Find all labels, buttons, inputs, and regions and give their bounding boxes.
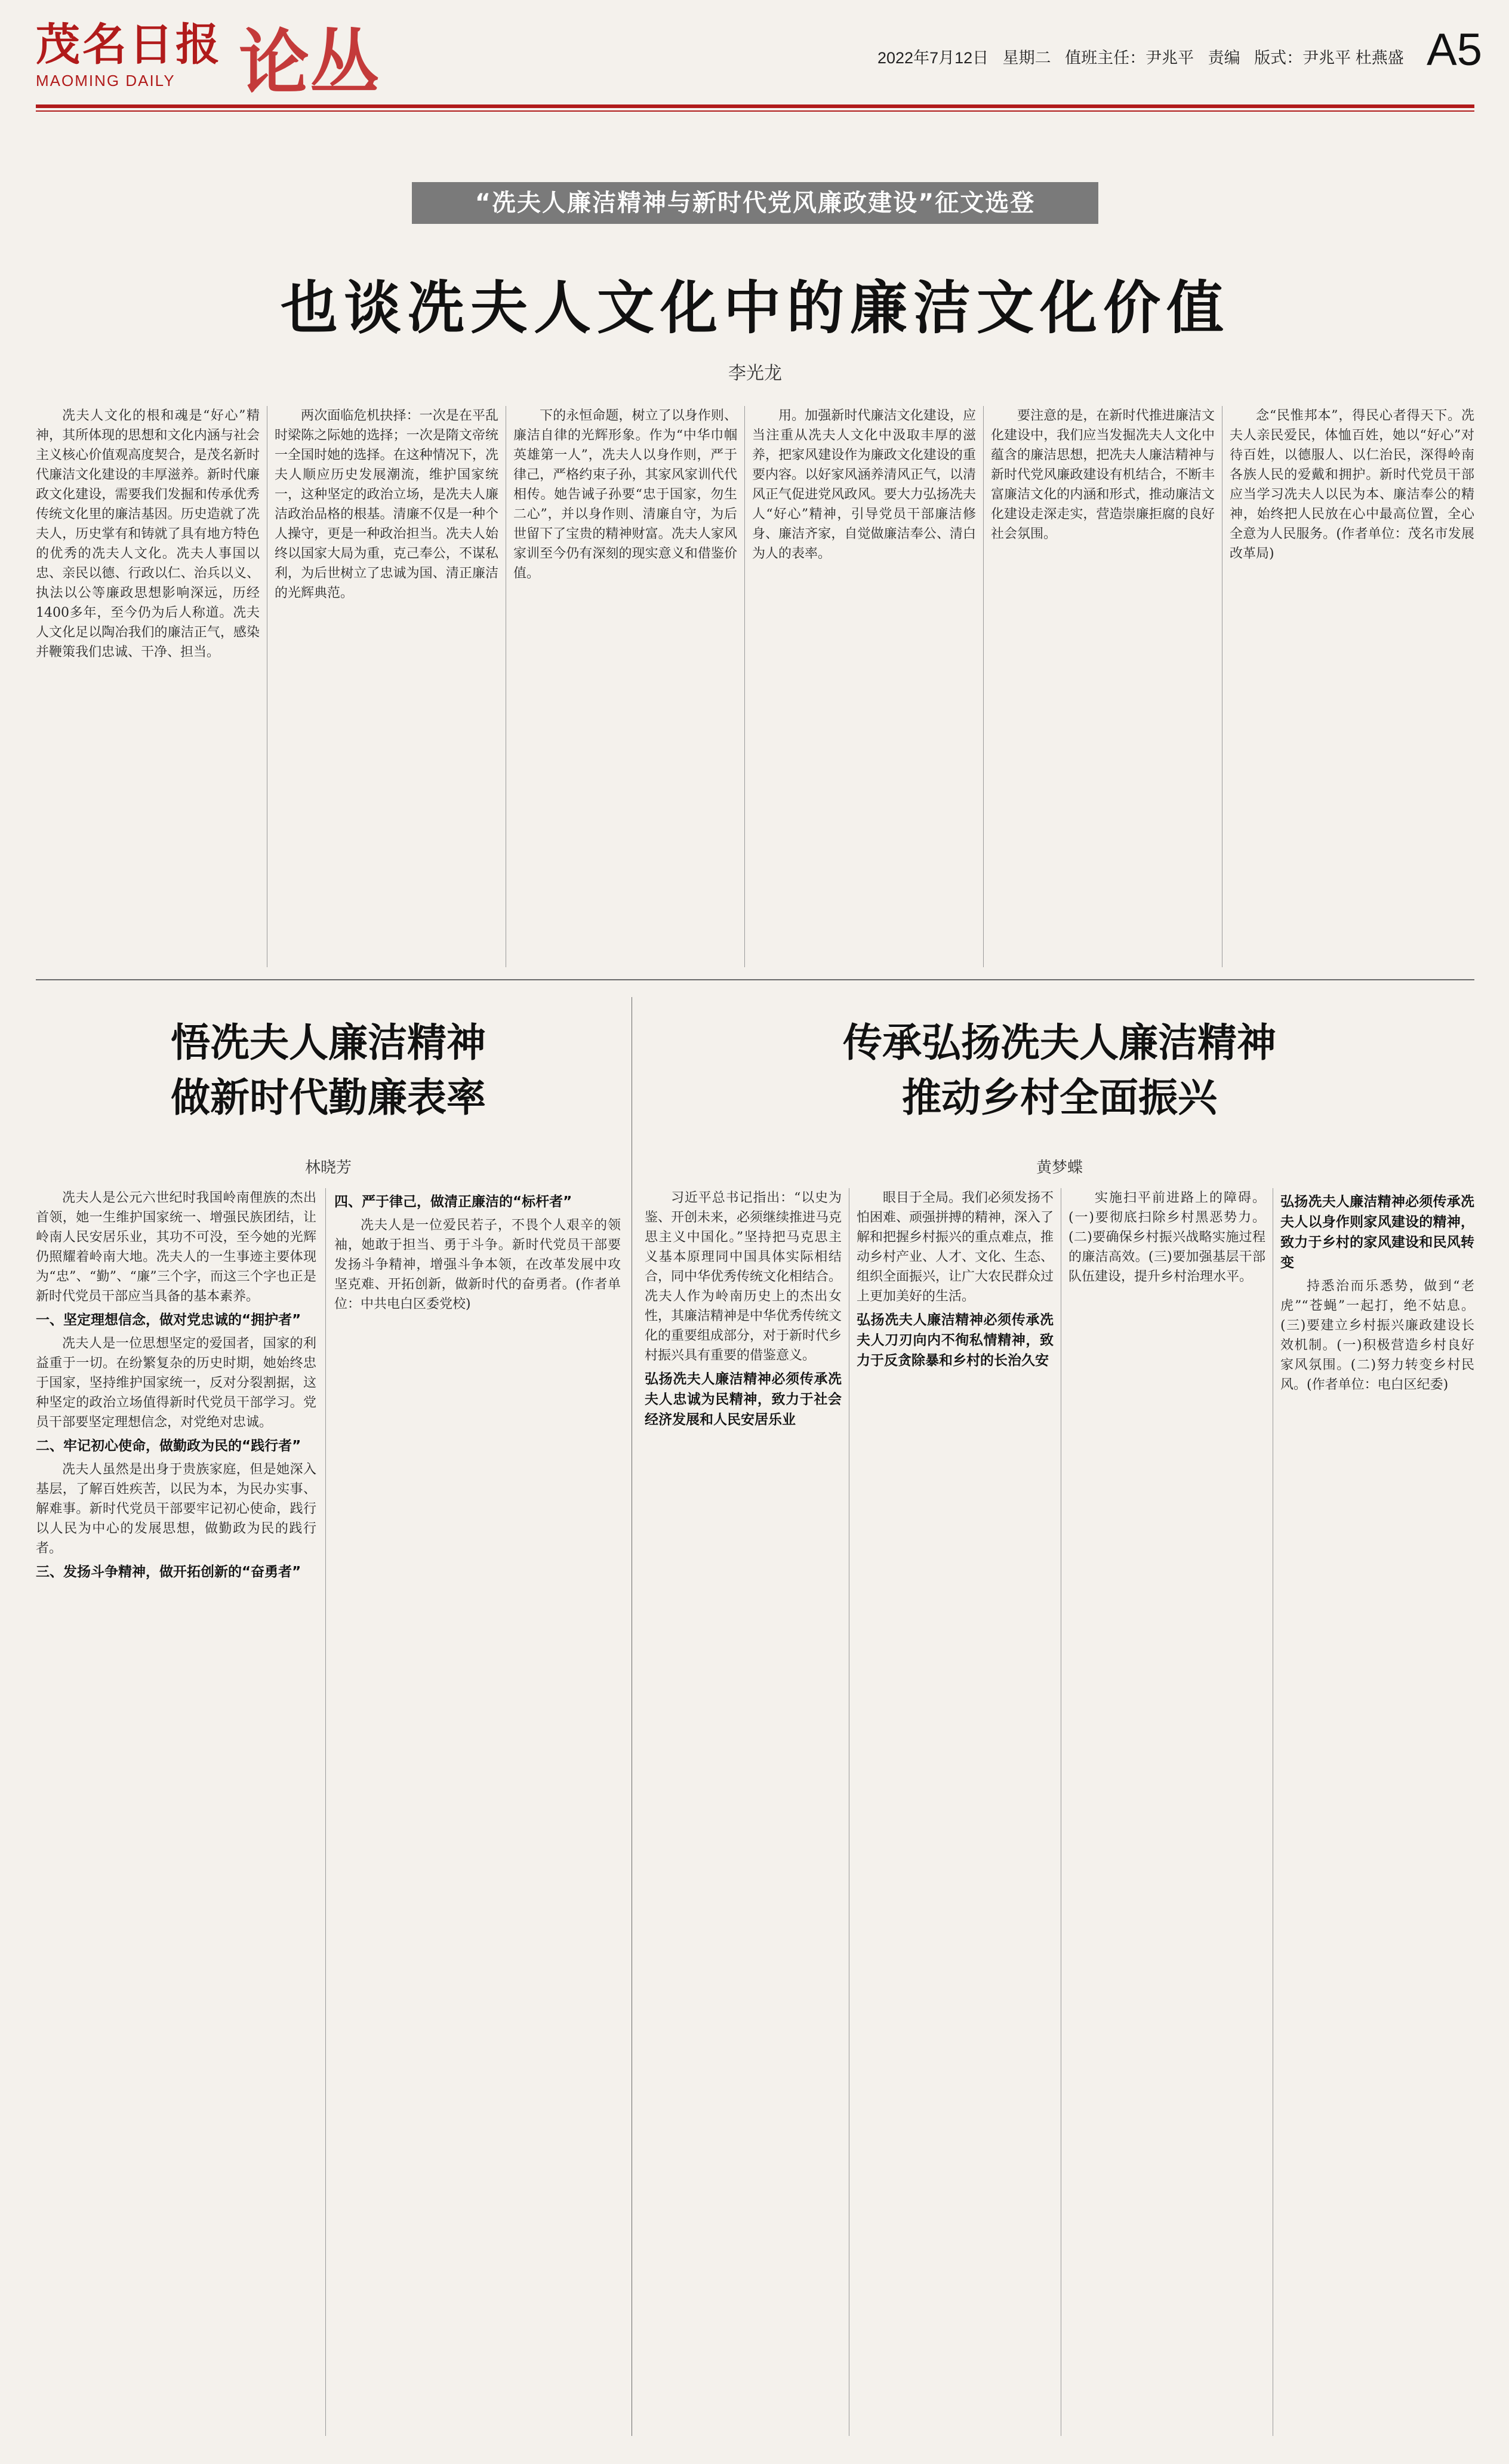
paragraph: 冼夫人是一位爱民若子，不畏个人艰辛的领袖，她敢于担当、勇于斗争。新时代党员干部要发扬斗争精神，增强斗争本领，在改革发展中攻坚克难、开拓创新，做新时代的奋勇者。(作者单位：中共电白区委党校) xyxy=(334,1218,621,1312)
article1-column xyxy=(752,406,976,967)
issue-weekday: 星期二 xyxy=(1002,49,1051,67)
editor-label: 责编 xyxy=(1208,49,1240,67)
article2-column xyxy=(36,1188,316,2436)
masthead-logo xyxy=(36,18,233,101)
paragraph: 要注意的是，在新时代推进廉洁文化建设中，我们应当发掘冼夫人文化中蕴含的廉洁思想，把冼夫人廉洁精神与新时代党风廉政建设有机结合，不断丰富廉洁文化的内涵和形式，推动廉洁文化建设走深走实，营造崇廉拒腐的良好社会氛围。 xyxy=(991,408,1215,542)
article1-column xyxy=(991,406,1215,967)
column-rule xyxy=(744,406,745,967)
article-divider xyxy=(36,979,1474,980)
article1-column xyxy=(275,406,498,967)
article3-column xyxy=(857,1188,1054,2436)
masthead-meta xyxy=(877,45,1413,68)
paragraph: 持悉治而乐悉势，做到“老虎”“苍蝇”一起打，绝不姑息。(三)要建立乡村振兴廉政建设长效机制。(一)积极营造乡村良好家风氛围。(二)努力转变乡村民风。(作者单位：电白区纪委) xyxy=(1280,1279,1474,1392)
subheading: 四、严于律己，做清正廉洁的“标杆者” xyxy=(334,1194,572,1210)
section-banner: “冼夫人廉洁精神与新时代党风廉政建设”征文选登 xyxy=(412,182,1098,224)
duty-editor: 值班主任：尹兆平 xyxy=(1065,49,1194,67)
article3-column xyxy=(1068,1188,1265,2436)
paragraph: 眼目于全局。我们必须发扬不怕困难、顽强拼搏的精神，深入了解和把握乡村振兴的重点难点，推动乡村产业、人才、文化、生态、组织全面振兴，让广大农民群众过上更加美好的生活。 xyxy=(857,1191,1054,1304)
article2-column xyxy=(334,1188,621,2436)
article1-column xyxy=(36,406,260,967)
article1-title: 也谈冼夫人文化中的廉洁文化价值 xyxy=(281,274,1230,342)
paragraph: 冼夫人文化的根和魂是“好心”精神，其所体现的思想和文化内涵与社会主义核心价值观高度契合，是茂名新时代廉洁文化建设的丰厚滋养。新时代廉政文化建设，需要我们发掘和传承优秀传统文化里的廉洁基因。历史造就了冼夫人，历史掌有和铸就了具有地方特色的优秀的冼夫人文化。冼夫人事国以忠、亲民以德、行政以仁、治兵以义、执法以公等廉政思想影响深远，历经1400多年，至今仍为后人称道。冼夫人文化足以陶冶我们的廉洁正气，感染并鞭策我们忠诚、干净、担当。 xyxy=(36,408,260,660)
article1-column xyxy=(1230,406,1474,967)
page-number: A5 xyxy=(1427,24,1482,75)
column-rule xyxy=(325,1188,326,2436)
masthead-rule xyxy=(36,104,1474,108)
paragraph: 下的永恒命题，树立了以身作则、廉洁自律的光辉形象。作为“中华巾帼英雄第一人”，冼夫人以身作则，严于律己，严格约束子孙，其家风家训代代相传。她告诫子孙要“忠于国家，勿生二心”，并以身作则、清廉自守，为后世留下了宝贵的精神财富。冼夫人家风家训至今仍有深刻的现实意义和借鉴价值。 xyxy=(513,408,737,581)
paragraph: 实施扫平前进路上的障碍。(一)要彻底扫除乡村黑恶势力。(二)要确保乡村振兴战略实施过程的廉洁高效。(三)要加强基层干部队伍建设，提升乡村治理水平。 xyxy=(1068,1191,1265,1284)
issue-date: 2022年7月12日 xyxy=(877,49,989,67)
subheading: 弘扬冼夫人廉洁精神必须传承冼夫人忠诚为民精神，致力于社会经济发展和人民安居乐业 xyxy=(645,1371,842,1428)
article3-title-line2: 推动乡村全面振兴 xyxy=(902,1074,1217,1121)
article1-author: 李光龙 xyxy=(728,363,782,384)
article1-column xyxy=(513,406,737,967)
paragraph: 用。加强新时代廉洁文化建设，应当注重从冼夫人文化中汲取丰厚的滋养，把家风建设作为廉政文化建设的重要内容。以好家风涵养清风正气，以清风正气促进党风政风。要大力弘扬冼夫人“好心”精神，引导党员干部廉洁修身、廉洁齐家，自觉做廉洁奉公、清白为人的表率。 xyxy=(752,408,976,561)
paragraph: 念“民惟邦本”，得民心者得天下。冼夫人亲民爱民，体恤百姓，她以“好心”对待百姓，以德服人、以仁治民，深得岭南各族人民的爱戴和拥护。新时代党员干部应当学习冼夫人以民为本、廉洁奉公的精神，始终把人民放在心中最高位置，全心全意为人民服务。(作者单位：茂名市发展改革局) xyxy=(1230,408,1474,561)
paragraph: 两次面临危机抉择：一次是在平乱时梁陈之际她的选择；一次是隋文帝统一全国时她的选择。在这种情况下，冼夫人顺应历史发展潮流，维护国家统一，这种坚定的政治立场，是冼夫人廉洁政治品格的根基。清廉不仅是一种个人操守，更是一种政治担当。冼夫人始终以国家大局为重，克己奉公，不谋私利，为后世树立了忠诚为国、清正廉洁的光辉典范。 xyxy=(275,408,498,601)
paragraph: 习近平总书记指出：“以史为鉴、开创未来，必须继续推进马克思主义中国化。”坚持把马克思主义基本原理同中国具体实际相结合，同中华优秀传统文化相结合。冼夫人作为岭南历史上的杰出女性，其廉洁精神是中华优秀传统文化的重要组成部分，对于新时代乡村振兴具有重要的借鉴意义。 xyxy=(645,1191,842,1363)
column-rule xyxy=(983,406,984,967)
paragraph: 冼夫人是公元六世纪时我国岭南俚族的杰出首领，她一生维护国家统一、增强民族团结，让岭南人民安居乐业，其功不可没，至今她的光辉仍照耀着岭南大地。冼夫人的一生事迹主要体现为“忠”、“勤”、“廉”三个字，而这三个字也正是新时代党员干部应当具备的基本素养。 xyxy=(36,1191,316,1304)
article2-author: 林晓芳 xyxy=(304,1159,352,1177)
subheading: 一、坚定理想信念，做对党忠诚的“拥护者” xyxy=(36,1312,301,1328)
article3-column xyxy=(1280,1188,1474,2436)
article3-author: 黄梦蝶 xyxy=(1036,1159,1083,1177)
paragraph: 冼夫人虽然是出身于贵族家庭，但是她深入基层，了解百姓疾苦，以民为本，为民办实事、解难事。新时代党员干部要牢记初心使命，践行以人民为中心的发展思想，做勤政为民的践行者。 xyxy=(36,1462,316,1556)
article2-title-line2: 做新时代勤廉表率 xyxy=(171,1074,486,1121)
subheading: 弘扬冼夫人廉洁精神必须传承冼夫人以身作则家风建设的精神，致力于乡村的家风建设和民风转变 xyxy=(1280,1194,1474,1271)
section-title: 论丛 xyxy=(239,21,380,104)
paragraph: 冼夫人是一位思想坚定的爱国者，国家的利益重于一切。在纷繁复杂的历史时期，她始终忠于国家，坚持维护国家统一，反对分裂割据，这种坚定的政治立场值得新时代党员干部学习。党员干部要坚定理想信念，对党绝对忠诚。 xyxy=(36,1336,316,1430)
article3-column xyxy=(645,1188,842,2436)
masthead-rule-thin xyxy=(36,110,1474,112)
article2-title-line1: 悟冼夫人廉洁精神 xyxy=(171,1019,486,1066)
layout-credit: 版式：尹兆平 杜燕盛 xyxy=(1254,49,1404,67)
paper-name-en: MAOMING DAILY xyxy=(36,72,175,90)
subheading: 三、发扬斗争精神，做开拓创新的“奋勇者” xyxy=(36,1564,301,1580)
paper-name: 茂名日报 xyxy=(36,19,222,70)
article3-title-line1: 传承弘扬冼夫人廉洁精神 xyxy=(843,1019,1276,1066)
subheading: 二、牢记初心使命，做勤政为民的“践行者” xyxy=(36,1438,301,1454)
subheading: 弘扬冼夫人廉洁精神必须传承冼夫人刀刃向内不徇私情精神，致力于反贪除暴和乡村的长治久安 xyxy=(857,1312,1054,1368)
